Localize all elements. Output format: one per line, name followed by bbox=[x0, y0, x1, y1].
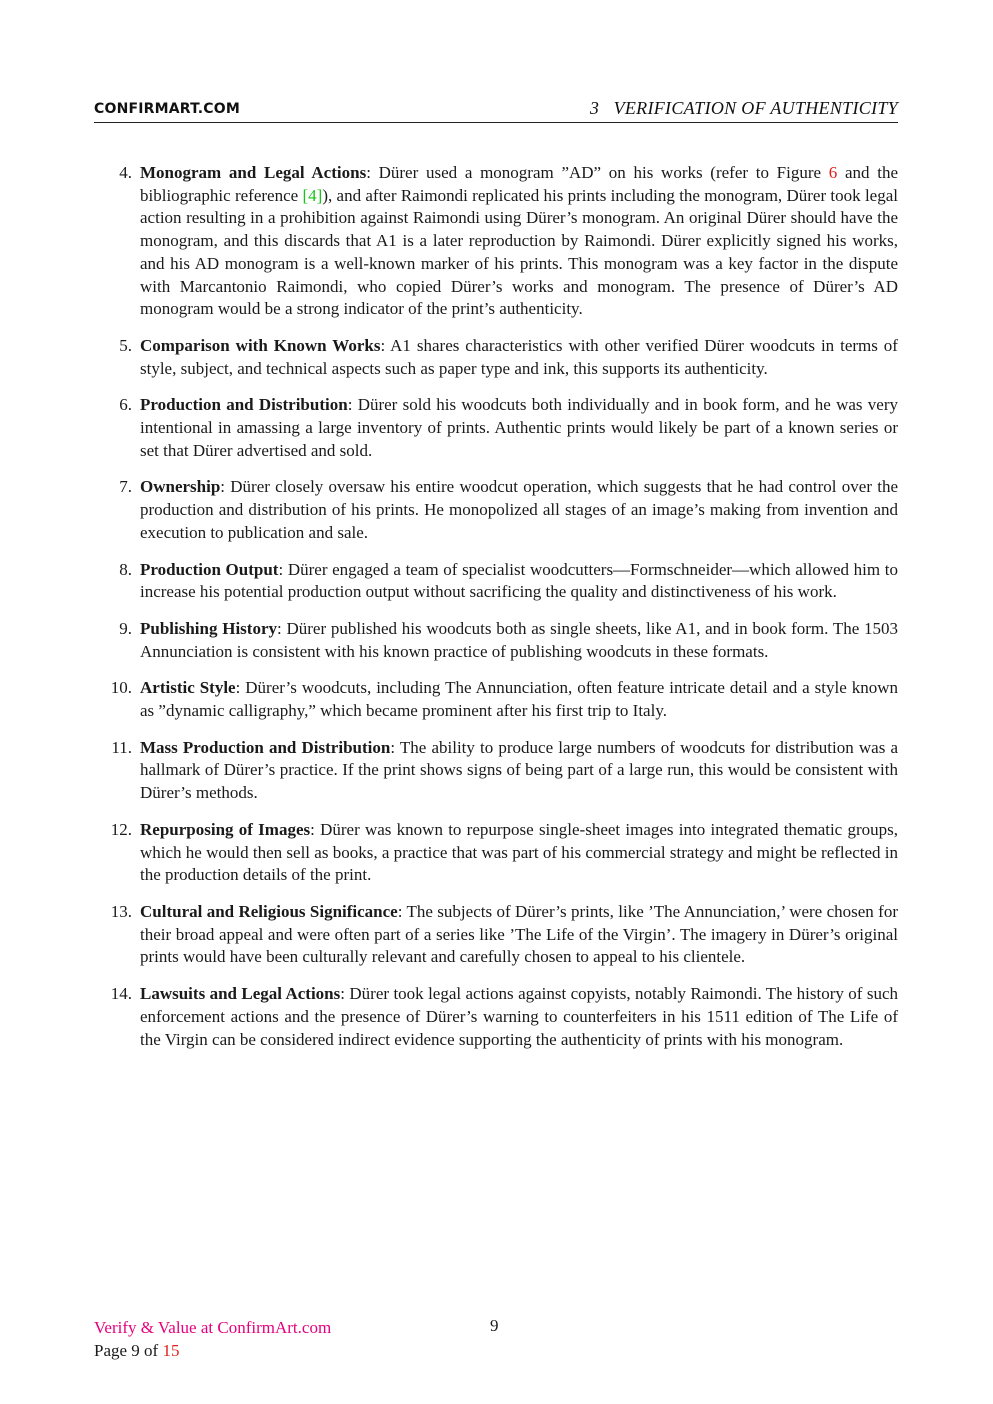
item-body: : The ability to produce large numbers of woodcuts for distribution was a hallmark of Dürer’s practice. If the print shows signs of being part of a large run, this would be consistent with Dürer’s methods. bbox=[140, 737, 898, 803]
list-item bbox=[94, 618, 898, 663]
list-item bbox=[94, 162, 898, 321]
page-prefix: Page 9 of bbox=[94, 1341, 163, 1360]
verify-link[interactable]: Verify & Value at ConfirmArt.com bbox=[94, 1318, 332, 1337]
item-text bbox=[140, 618, 898, 663]
item-term: Mass Production and Distribution bbox=[140, 737, 391, 757]
item-number: 11. bbox=[111, 737, 132, 757]
page-indicator bbox=[94, 1339, 331, 1362]
item-text bbox=[140, 335, 898, 380]
item-number: 14. bbox=[110, 984, 132, 1004]
item-text bbox=[140, 559, 898, 604]
list-item bbox=[94, 737, 898, 805]
item-body: : Dürer used a monogram ”AD” on his works (refer to Figure bbox=[366, 163, 829, 182]
item-body: ), and after Raimondi replicated his prints including the monogram, Dürer took legal action resulting in a prohibition against Raimondi using Dürer’s monogram. An original Dürer should have the monogram, and this discards that A1 is a later reproduction by Raimondi. Dürer explicitly signed his works, and his AD monogram is a well-known marker of his prints. This monogram was a key factor in the dispute with Marcantonio Raimondi, who copied Dürer’s works and monogram. The presence of Dürer’s AD monogram would be a strong indicator of the print’s authenticity. bbox=[140, 185, 898, 319]
list-item bbox=[94, 983, 898, 1051]
item-body: : Dürer took legal actions against copyists, notably Raimondi. The history of such enforcement actions and the presence of Dürer’s warning to counterfeiters in his 1511 edition of The Life of the Virgin can be considered indirect evidence supporting the authenticity of prints with his monogram. bbox=[140, 984, 898, 1049]
item-number: 4. bbox=[119, 163, 132, 182]
list-item bbox=[94, 559, 898, 604]
list-item bbox=[94, 819, 898, 887]
section-title: 3 VERIFICATION OF AUTHENTICITY bbox=[589, 98, 898, 118]
total-pages-link[interactable]: 15 bbox=[162, 1341, 180, 1360]
item-number: 13. bbox=[110, 901, 132, 921]
item-term: Comparison with Known Works bbox=[140, 335, 381, 355]
item-text bbox=[140, 819, 898, 887]
item-number: 6. bbox=[119, 395, 132, 415]
item-term: Lawsuits and Legal Actions bbox=[140, 984, 341, 1004]
item-term: Cultural and Religious Significance bbox=[140, 901, 398, 921]
citation-number[interactable]: 4 bbox=[308, 185, 317, 205]
item-term: Publishing History bbox=[140, 618, 278, 638]
item-text bbox=[140, 737, 898, 805]
list-item bbox=[94, 335, 898, 380]
item-body: : Dürer closely oversaw his entire woodcut operation, which suggests that he had control over the production and distribution of his prints. He monopolized all stages of an image’s making from invention and execution to publication and sale. bbox=[140, 477, 898, 542]
item-body: : Dürer sold his woodcuts both individually and in book form, and he was very intentional in amassing a large inventory of prints. Authentic prints would likely be part of a known series or set that Dürer advertised and sold. bbox=[140, 395, 899, 460]
item-text bbox=[140, 476, 898, 544]
list-item bbox=[94, 677, 898, 722]
item-number: 8. bbox=[119, 559, 132, 579]
item-number: 10. bbox=[110, 678, 132, 698]
item-number: 9. bbox=[119, 618, 132, 638]
item-text bbox=[140, 983, 898, 1051]
item-term: Production Output bbox=[140, 559, 279, 579]
item-text bbox=[140, 901, 898, 969]
item-text bbox=[140, 677, 898, 722]
item-body: : A1 shares characteristics with other verified Dürer woodcuts in terms of style, subject, and technical aspects such as paper type and ink, this supports its authenticity. bbox=[140, 335, 898, 378]
page-header bbox=[94, 98, 898, 123]
site-logo: CONFIRMART.COM bbox=[94, 101, 241, 117]
item-body: : Dürer’s woodcuts, including The Annunciation, often feature intricate detail and a style known as ”dynamic calligraphy,” which became prominent after his first trip to Italy. bbox=[140, 678, 898, 721]
list-item bbox=[94, 476, 898, 544]
page-footer bbox=[94, 1316, 331, 1362]
list-item bbox=[94, 901, 898, 969]
citation-link[interactable]: [4] bbox=[302, 185, 323, 205]
list-item bbox=[94, 394, 898, 462]
item-body: : Dürer published his woodcuts both as single sheets, like A1, and in book form. The 1503 Annunciation is consistent with his known practice of publishing woodcuts in these formats. bbox=[140, 618, 899, 661]
figure-link[interactable]: 6 bbox=[828, 163, 838, 182]
item-number: 7. bbox=[119, 477, 132, 497]
item-text bbox=[140, 162, 898, 321]
item-term: Monogram and Legal Actions bbox=[140, 163, 367, 182]
page-number: 9 bbox=[490, 1316, 499, 1335]
item-body: : Dürer engaged a team of specialist woodcutters—Formschneider—which allowed him to increase his potential production output without sacrificing the quality and distinctiveness of his work. bbox=[140, 559, 898, 602]
item-term: Ownership bbox=[140, 477, 221, 497]
item-term: Artistic Style bbox=[140, 678, 236, 698]
item-body: and the bibliographic reference bbox=[140, 163, 898, 205]
item-term: Repurposing of Images bbox=[140, 819, 311, 839]
item-term: Production and Distribution bbox=[140, 395, 348, 415]
item-body: : Dürer was known to repurpose single-sheet images into integrated thematic groups, which he would then sell as books, a practice that was part of his commercial strategy and might be reflected in the production details of the print. bbox=[140, 819, 899, 885]
item-text bbox=[140, 394, 898, 462]
item-number: 12. bbox=[110, 819, 132, 839]
item-body: : The subjects of Dürer’s prints, like ’The Annunciation,’ were chosen for their broad appeal and were often part of a series like ’The Life of the Virgin’. The imagery in Dürer’s original prints would have been culturally relevant and carefully chosen to appeal to his clientele. bbox=[140, 901, 898, 967]
verification-list bbox=[94, 162, 898, 1065]
item-number: 5. bbox=[119, 335, 132, 355]
